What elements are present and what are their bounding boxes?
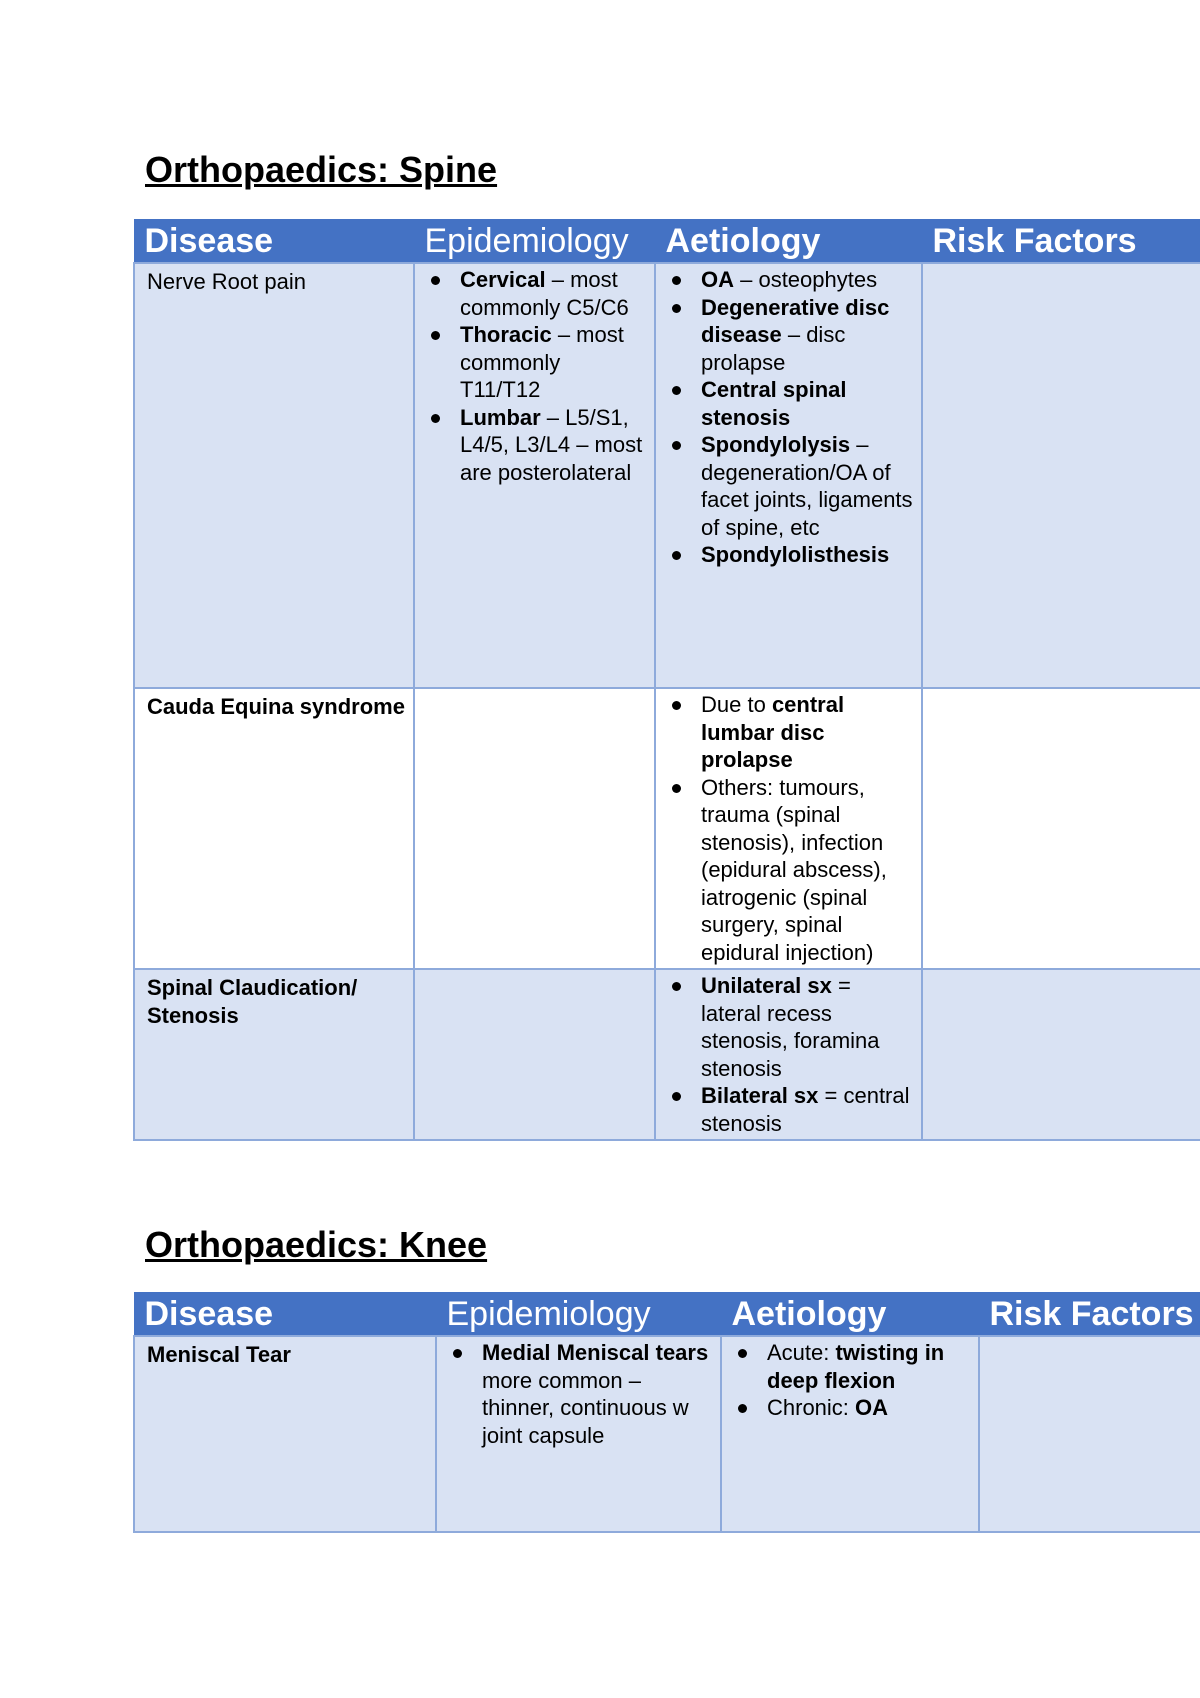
bullet-icon [672, 386, 681, 395]
list-item: Others: tumours, trauma (spinal stenosis), infection (epidural abscess), iatrogenic (spinal surgery, spinal epidural injection) [664, 774, 913, 967]
header-aetiology: Aetiology [655, 219, 922, 263]
disease-cell: Nerve Root pain [134, 263, 414, 688]
epidemiology-list [423, 266, 646, 486]
aetiology-cell [655, 263, 922, 688]
aetiology-cell [721, 1336, 979, 1532]
header-risk-factors: Risk Factors [979, 1292, 1200, 1336]
list-item: Due to central lumbar disc prolapse [664, 691, 913, 774]
aetiology-list [730, 1339, 970, 1422]
epidemiology-list [445, 1339, 712, 1449]
bullet-icon [453, 1349, 462, 1358]
table-row [134, 1336, 1200, 1532]
bullet-icon [431, 414, 440, 423]
knee-section-title: Orthopaedics: Knee [145, 1224, 488, 1265]
list-item: Degenerative disc disease – disc prolapse [664, 294, 913, 377]
risk-factors-cell [922, 688, 1200, 969]
header-disease: Disease [134, 219, 414, 263]
bullet-icon [672, 276, 681, 285]
bullet-icon [672, 441, 681, 450]
bullet-icon [672, 982, 681, 991]
spine-header-row [134, 219, 1200, 263]
table-row [134, 969, 1200, 1140]
spine-section-title: Orthopaedics: Spine [145, 149, 498, 190]
list-item: Cervical – most commonly C5/C6 [423, 266, 646, 321]
list-item: Lumbar – L5/S1, L4/5, L3/L4 – most are posterolateral [423, 404, 646, 487]
disease-cell: Cauda Equina syndrome [134, 688, 414, 969]
bullet-icon [431, 331, 440, 340]
disease-cell: Spinal Claudication/ Stenosis [134, 969, 414, 1140]
disease-cell: Meniscal Tear [134, 1336, 436, 1532]
list-item: Central spinal stenosis [664, 376, 913, 431]
list-item: Spondylolisthesis [664, 541, 913, 569]
list-item: Medial Meniscal tears more common – thinner, continuous w joint capsule [445, 1339, 712, 1449]
list-item: Thoracic – most commonly T11/T12 [423, 321, 646, 404]
bullet-icon [738, 1349, 747, 1358]
bullet-icon [672, 701, 681, 710]
aetiology-list [664, 972, 913, 1137]
bullet-icon [672, 551, 681, 560]
aetiology-list [664, 266, 913, 569]
aetiology-cell [655, 688, 922, 969]
header-aetiology: Aetiology [721, 1292, 979, 1336]
header-epidemiology: Epidemiology [436, 1292, 721, 1336]
epidemiology-cell [414, 688, 655, 969]
knee-header-row [134, 1292, 1200, 1336]
list-item: Unilateral sx = lateral recess stenosis, foramina stenosis [664, 972, 913, 1082]
risk-factors-cell [979, 1336, 1200, 1532]
list-item: Chronic: OA [730, 1394, 970, 1422]
bullet-icon [738, 1404, 747, 1413]
bullet-icon [672, 304, 681, 313]
bullet-icon [672, 784, 681, 793]
aetiology-cell [655, 969, 922, 1140]
header-epidemiology: Epidemiology [414, 219, 655, 263]
risk-factors-cell [922, 969, 1200, 1140]
list-item: Acute: twisting in deep flexion [730, 1339, 970, 1394]
list-item: OA – osteophytes [664, 266, 913, 294]
list-item: Spondylolysis – degeneration/OA of facet joints, ligaments of spine, etc [664, 431, 913, 541]
table-row [134, 263, 1200, 688]
knee-table [133, 1292, 1200, 1533]
table-row [134, 688, 1200, 969]
spine-table [133, 219, 1200, 1141]
bullet-icon [431, 276, 440, 285]
list-item: Bilateral sx = central stenosis [664, 1082, 913, 1137]
epidemiology-cell [436, 1336, 721, 1532]
epidemiology-cell [414, 263, 655, 688]
epidemiology-cell [414, 969, 655, 1140]
risk-factors-cell [922, 263, 1200, 688]
aetiology-list [664, 691, 913, 966]
bullet-icon [672, 1092, 681, 1101]
header-disease: Disease [134, 1292, 436, 1336]
header-risk-factors: Risk Factors [922, 219, 1200, 263]
